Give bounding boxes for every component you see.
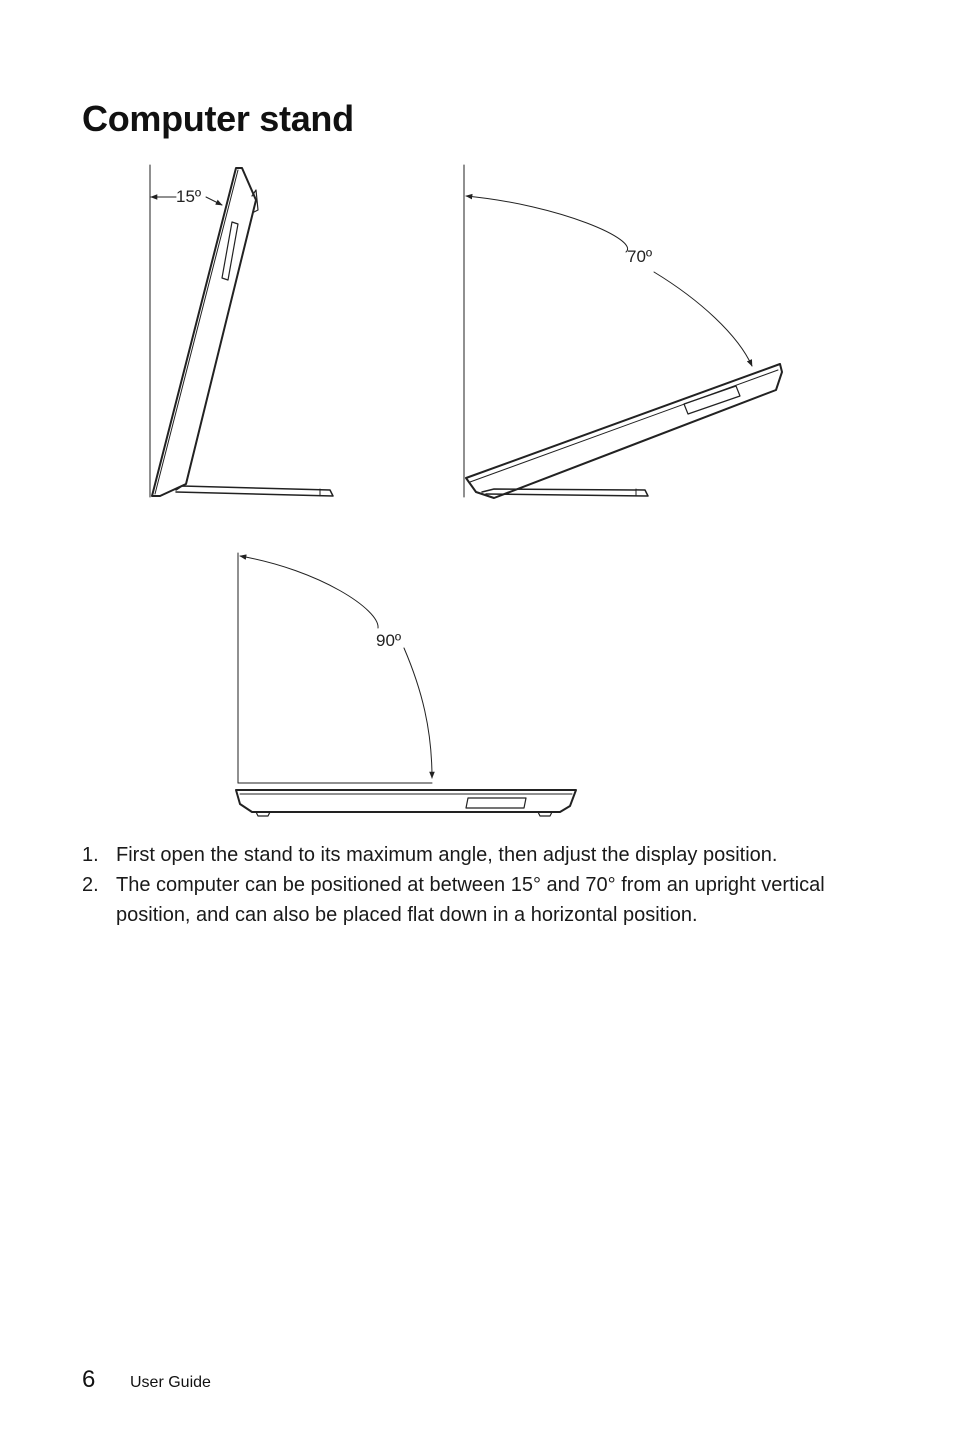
angle-label-15: 15º [176, 187, 202, 206]
stand-15-degree-diagram [150, 165, 333, 497]
step-number: 1. [82, 844, 99, 866]
instruction-list [82, 840, 882, 930]
stand-70-degree-diagram [464, 165, 782, 498]
page-number: 6 [82, 1366, 96, 1393]
display-body [466, 364, 782, 498]
step-text: First open the stand to its maximum angle, then adjust the display position. [116, 844, 778, 866]
angle-label-70: 70º [627, 247, 653, 266]
step-number: 2. [82, 874, 99, 896]
list-item [82, 840, 882, 870]
stand-90-degree-diagram [236, 553, 576, 816]
angle-label-90: 90º [376, 631, 402, 650]
list-item [82, 870, 882, 930]
footer-label: User Guide [130, 1374, 211, 1391]
stand-leg [176, 486, 333, 496]
page-title: Computer stand [82, 98, 354, 139]
step-text: The computer can be positioned at between 15° and 70° from an upright vertical position, and can also be placed flat down in a horizontal position. [116, 874, 825, 926]
